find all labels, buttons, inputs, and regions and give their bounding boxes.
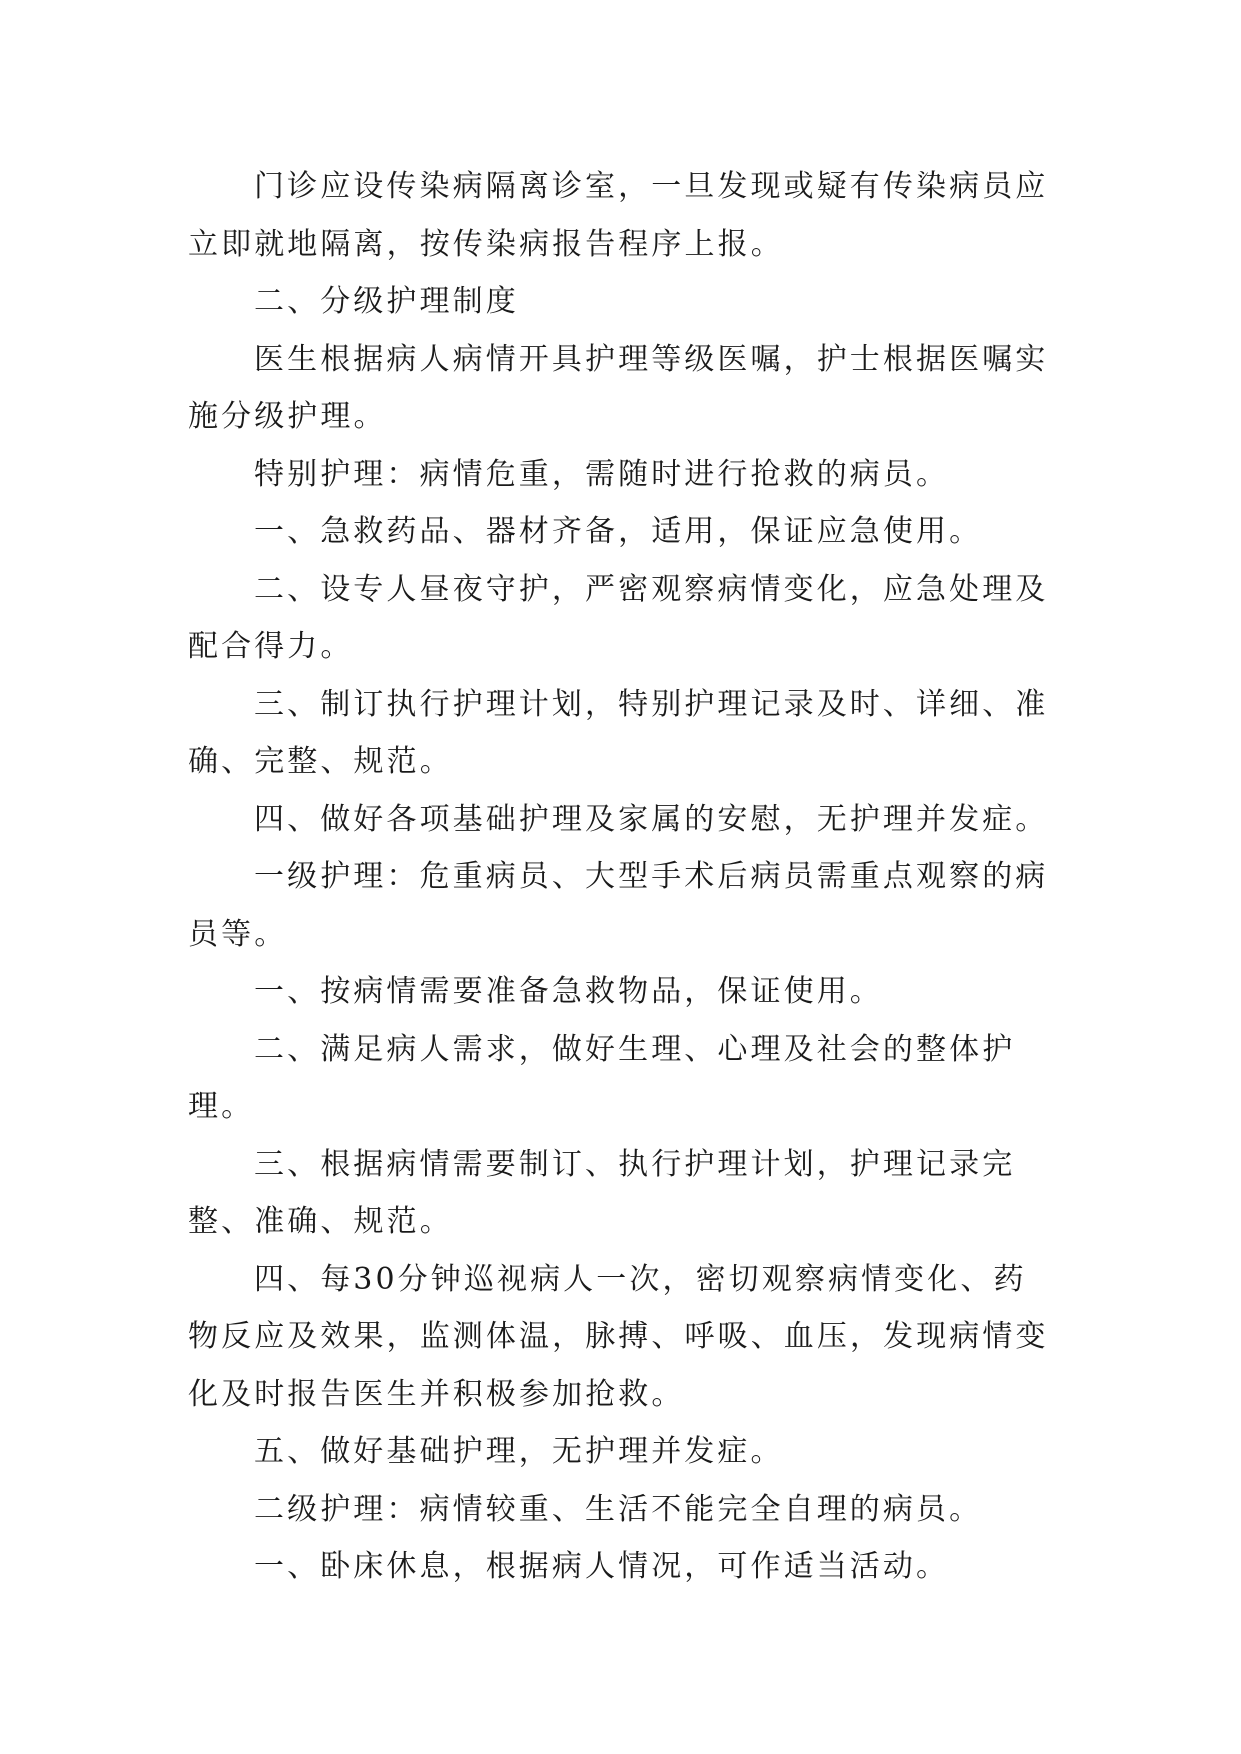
paragraph-special-care-definition: 特别护理：病情危重，需随时进行抢救的病员。: [254, 456, 950, 492]
paragraph-special-care-item-3: 三、制订执行护理计划，特别护理记录及时、详细、准确、完整、规范。: [188, 686, 1049, 779]
paragraph-first-level-item-4: 四、每30分钟巡视病人一次，密切观察病情变化、药物反应及效果，监测体温，脉搏、呼吸、血压，发现病情变化及时报告医生并积极参加抢救。: [188, 1261, 1049, 1412]
document-body: [188, 158, 1050, 1596]
paragraph-special-care-item-4: 四、做好各项基础护理及家属的安慰，无护理并发症。: [254, 801, 1049, 837]
paragraph-second-level-definition: 二级护理：病情较重、生活不能完全自理的病员。: [254, 1491, 983, 1527]
paragraph-first-level-item-2: 二、满足病人需求，做好生理、心理及社会的整体护理。: [188, 1031, 1016, 1124]
paragraph-isolation-clinic: 门诊应设传染病隔离诊室，一旦发现或疑有传染病员应立即就地隔离，按传染病报告程序上报。: [188, 169, 1049, 262]
paragraph-first-level-item-1: 一、按病情需要准备急救物品，保证使用。: [254, 974, 883, 1009]
paragraph-second-level-item-1: 一、卧床休息，根据病人情况，可作适当活动。: [254, 1549, 950, 1584]
paragraph-special-care-item-1: 一、急救药品、器材齐备，适用，保证应急使用。: [254, 514, 983, 549]
section-heading-graded-care: 二、分级护理制度: [254, 284, 519, 319]
paragraph-graded-care-intro: 医生根据病人病情开具护理等级医嘱，护士根据医嘱实施分级护理。: [188, 341, 1049, 434]
paragraph-first-level-item-5: 五、做好基础护理，无护理并发症。: [254, 1434, 784, 1469]
paragraph-first-level-item-3: 三、根据病情需要制订、执行护理计划，护理记录完整、准确、规范。: [188, 1146, 1016, 1239]
paragraph-first-level-definition: 一级护理：危重病员、大型手术后病员需重点观察的病员等。: [188, 859, 1049, 952]
paragraph-special-care-item-2: 二、设专人昼夜守护，严密观察病情变化，应急处理及配合得力。: [188, 571, 1049, 664]
